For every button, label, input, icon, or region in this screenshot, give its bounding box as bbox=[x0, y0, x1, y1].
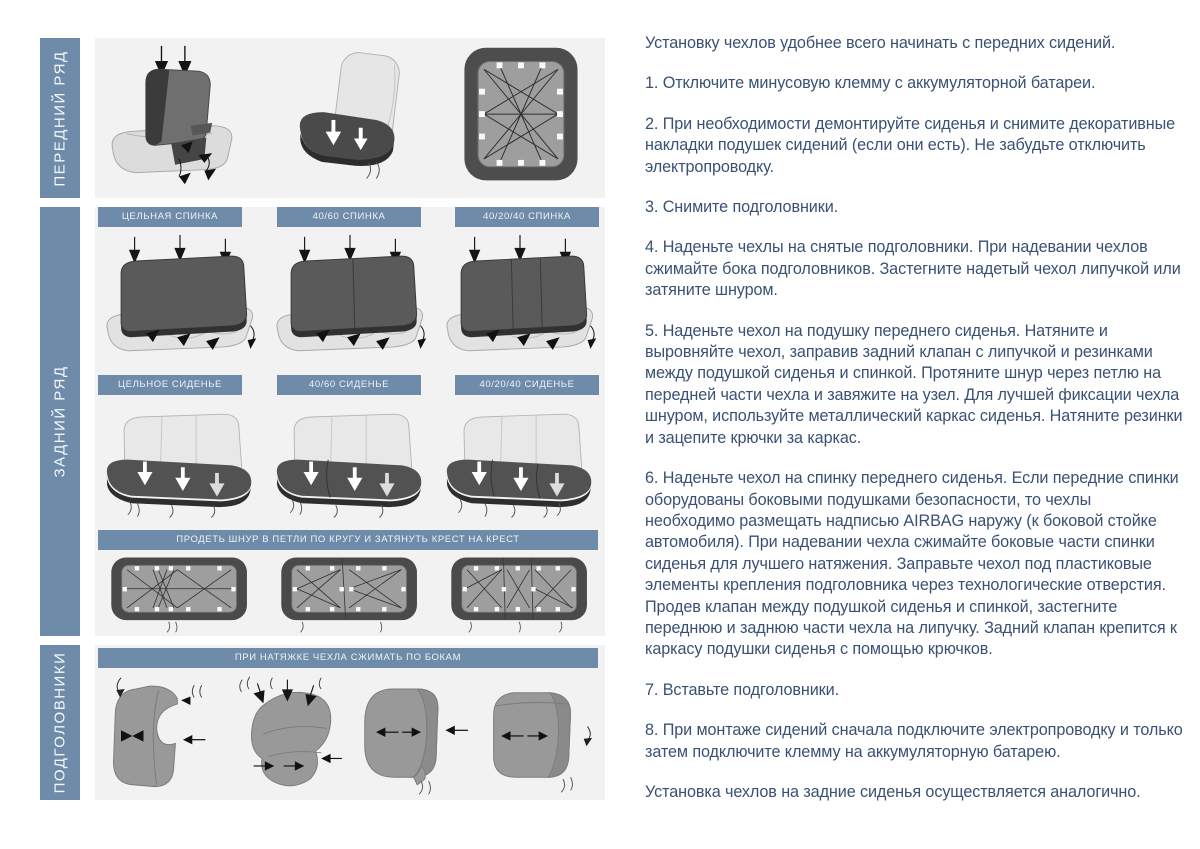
bench-lacing-40-60-figure bbox=[267, 554, 433, 634]
bench-cushion-40-20-40-figure bbox=[437, 399, 603, 527]
front-cushion-cover-figure bbox=[266, 40, 434, 196]
headrest-cover-open-figure bbox=[98, 674, 220, 796]
instruction-step-5: 5. Наденьте чехол на подушку переднего сиденья. Натяните и выровняйте чехол, заправив задний клапан с липучкой и резинками между подушкой сиденья и спинкой. Протяните шнур через петлю на передней части чехла и завяжите на узел. Для лучшей фиксации чехла шнуром, используйте металлический каркас сиденья. Натяните резинки и зацепите крючки за каркас. bbox=[645, 321, 1183, 447]
rear-backrest-figures bbox=[95, 231, 605, 375]
instruction-step-6: 6. Наденьте чехол на спинку переднего сиденья. Если передние спинки оборудованы боковыми подушками безопасности, то чехлы необходимо размещать надписью AIRBAG наружу (к боковой стойке автомобиля). При надевании чехла сжимайте боковые части спинки сиденья для лучшего натяжения. Заправьте чехол под пластиковые элементы крепления подголовника через технологические отверстия. Продев клапан между подушкой сиденья и спинкой, застегните переднюю и заднюю части чехла на липучку. Задний клапан крепится к каркасу подушки сиденья с помощью крючков. bbox=[645, 469, 1179, 659]
instruction-step-2: 2. При необходимости демонтируйте сиденья и снимите декоративные накладки подушек сидений (если они есть). Не забудьте отключить электропроводку. bbox=[645, 114, 1176, 176]
instructions-column bbox=[645, 33, 1183, 822]
rear-row-panel bbox=[95, 207, 605, 636]
bench-backrest-40-20-40-figure bbox=[437, 233, 603, 373]
instruction-step-1: 1. Отключите минусовую клемму с аккумуляторной батареи. bbox=[645, 74, 1096, 93]
front-row-figures bbox=[95, 38, 605, 198]
label-backrest-40-60: 40/60 СПИНКА bbox=[277, 207, 421, 227]
rear-lacing-figures bbox=[95, 553, 605, 635]
label-cushion-solid: ЦЕЛЬНОЕ СИДЕНЬЕ bbox=[98, 375, 242, 395]
instruction-step-3: 3. Снимите подголовники. bbox=[645, 198, 839, 217]
bench-lacing-solid-figure bbox=[97, 554, 263, 634]
instruction-step-7: 7. Вставьте подголовники. bbox=[645, 680, 840, 699]
rear-row-label: ЗАДНИЙ РЯД bbox=[51, 365, 69, 478]
sidebar-section-rear-row bbox=[40, 207, 80, 636]
instructions-outro: Установка чехлов на задние сиденья осуществляется аналогично. bbox=[645, 782, 1141, 801]
bench-backrest-40-60-figure bbox=[267, 233, 433, 373]
label-cushion-40-60: 40/60 СИДЕНЬЕ bbox=[277, 375, 421, 395]
headrest-cylinder-figure bbox=[353, 674, 475, 796]
front-back-lacing-figure bbox=[436, 40, 604, 196]
bench-lacing-40-20-40-figure bbox=[437, 554, 603, 634]
headrests-label: ПОДГОЛОВНИКИ bbox=[51, 651, 69, 794]
lacing-instruction-band: ПРОДЕТЬ ШНУР В ПЕТЛИ ПО КРУГУ И ЗАТЯНУТЬ КРЕСТ НА КРЕСТ bbox=[98, 530, 598, 550]
front-backrest-cover-figure bbox=[96, 40, 264, 196]
headrest-panel bbox=[95, 645, 605, 800]
headrest-cover-pulling-figure bbox=[225, 674, 347, 796]
headrest-finished-figure bbox=[480, 674, 602, 796]
front-row-panel bbox=[95, 38, 605, 198]
label-backrest-40-20-40: 40/20/40 СПИНКА bbox=[455, 207, 599, 227]
bench-cushion-40-60-figure bbox=[267, 399, 433, 527]
front-row-label: ПЕРЕДНИЙ РЯД bbox=[51, 49, 69, 187]
bench-backrest-solid-figure bbox=[97, 233, 263, 373]
label-backrest-solid: ЦЕЛЬНАЯ СПИНКА bbox=[98, 207, 242, 227]
headrest-instruction-band: ПРИ НАТЯЖКЕ ЧЕХЛА СЖИМАТЬ ПО БОКАМ bbox=[98, 648, 598, 668]
instruction-step-8: 8. При монтаже сидений сначала подключите электропроводку и только затем подключите клемму на аккумуляторную батарею. bbox=[645, 721, 1183, 761]
label-cushion-40-20-40: 40/20/40 СИДЕНЬЕ bbox=[455, 375, 599, 395]
instructions-intro: Установку чехлов удобнее всего начинать с передних сидений. bbox=[645, 34, 1116, 52]
instruction-step-4: 4. Наденьте чехлы на снятые подголовники. При надевании чехлов сжимайте бока подголовников. Застегните надетый чехол липучкой или затяните шнуром. bbox=[645, 238, 1181, 300]
sidebar-section-headrests bbox=[40, 645, 80, 800]
rear-cushion-figures bbox=[95, 397, 605, 529]
bench-cushion-solid-figure bbox=[97, 399, 263, 527]
sidebar-section-front-row bbox=[40, 38, 80, 198]
headrest-figures bbox=[95, 671, 605, 799]
